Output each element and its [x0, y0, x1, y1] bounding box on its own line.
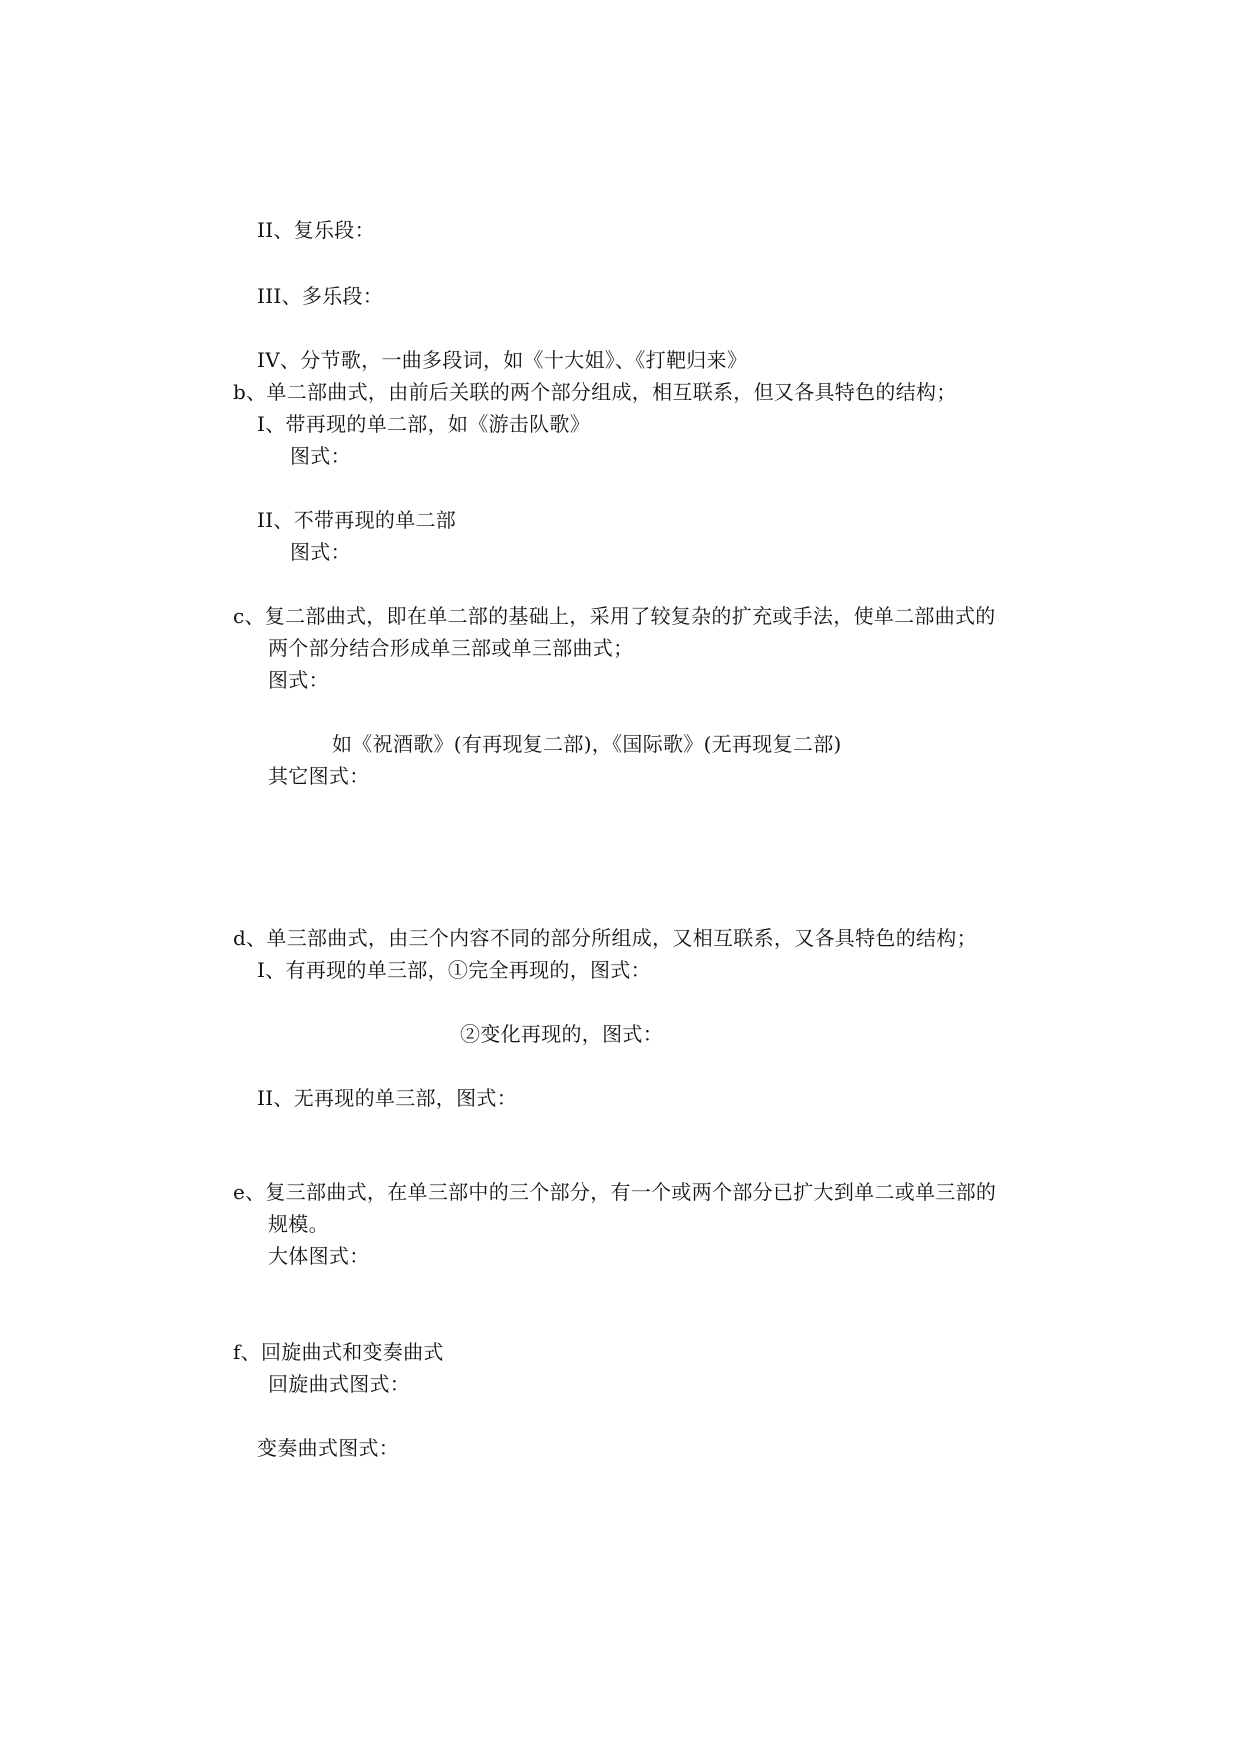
- doc-line-f-variation-diagram: 变奏曲式图式：: [257, 1436, 400, 1460]
- doc-line-e-compound-ternary-1: e、复三部曲式，在单三部中的三个部分，有一个或两个部分已扩大到单二或单三部的: [233, 1180, 997, 1204]
- doc-line-e-diagram: 大体图式：: [268, 1244, 370, 1268]
- doc-line-d-i-varied-recap: ②变化再现的，图式：: [460, 1022, 663, 1046]
- doc-line-c-compound-binary-2: 两个部分结合形成单三部或单三部曲式；: [268, 636, 634, 660]
- doc-line-d-ii-no-recap: II、无再现的单三部，图式：: [257, 1086, 518, 1110]
- doc-line-f-rondo-diagram: 回旋曲式图式：: [268, 1372, 411, 1396]
- doc-line-ii-compound-period: II、复乐段：: [257, 218, 375, 242]
- doc-line-iii-multi-period: III、多乐段：: [257, 284, 384, 308]
- doc-line-c-other-diagram: 其它图式：: [268, 764, 370, 788]
- doc-line-b-ii-non-recapitulating: II、不带再现的单二部: [257, 508, 457, 532]
- doc-line-c-diagram: 图式：: [268, 668, 329, 692]
- doc-line-b-i-diagram: 图式：: [290, 444, 351, 468]
- doc-line-iv-strophic-song: IV、分节歌，一曲多段词，如《十大姐》、《打靶归来》: [257, 348, 748, 372]
- doc-line-b-ii-diagram: 图式：: [290, 540, 351, 564]
- doc-line-f-rondo-variation: f、回旋曲式和变奏曲式: [233, 1340, 444, 1364]
- doc-line-d-ternary-form: d、单三部曲式，由三个内容不同的部分所组成，又相互联系，又各具特色的结构；: [233, 926, 977, 950]
- doc-line-c-compound-binary-1: c、复二部曲式，即在单二部的基础上，采用了较复杂的扩充或手法，使单二部曲式的: [233, 604, 996, 628]
- doc-line-d-i-full-recap: I、有再现的单三部，①完全再现的，图式：: [257, 958, 651, 982]
- doc-line-c-examples: 如《祝酒歌》(有再现复二部)，《国际歌》(无再现复二部): [332, 732, 842, 756]
- doc-line-b-binary-form: b、单二部曲式，由前后关联的两个部分组成，相互联系，但又各具特色的结构；: [233, 380, 957, 404]
- doc-line-b-i-recapitulating: I、带再现的单二部，如《游击队歌》: [257, 412, 590, 436]
- doc-line-e-compound-ternary-2: 规模。: [268, 1212, 329, 1236]
